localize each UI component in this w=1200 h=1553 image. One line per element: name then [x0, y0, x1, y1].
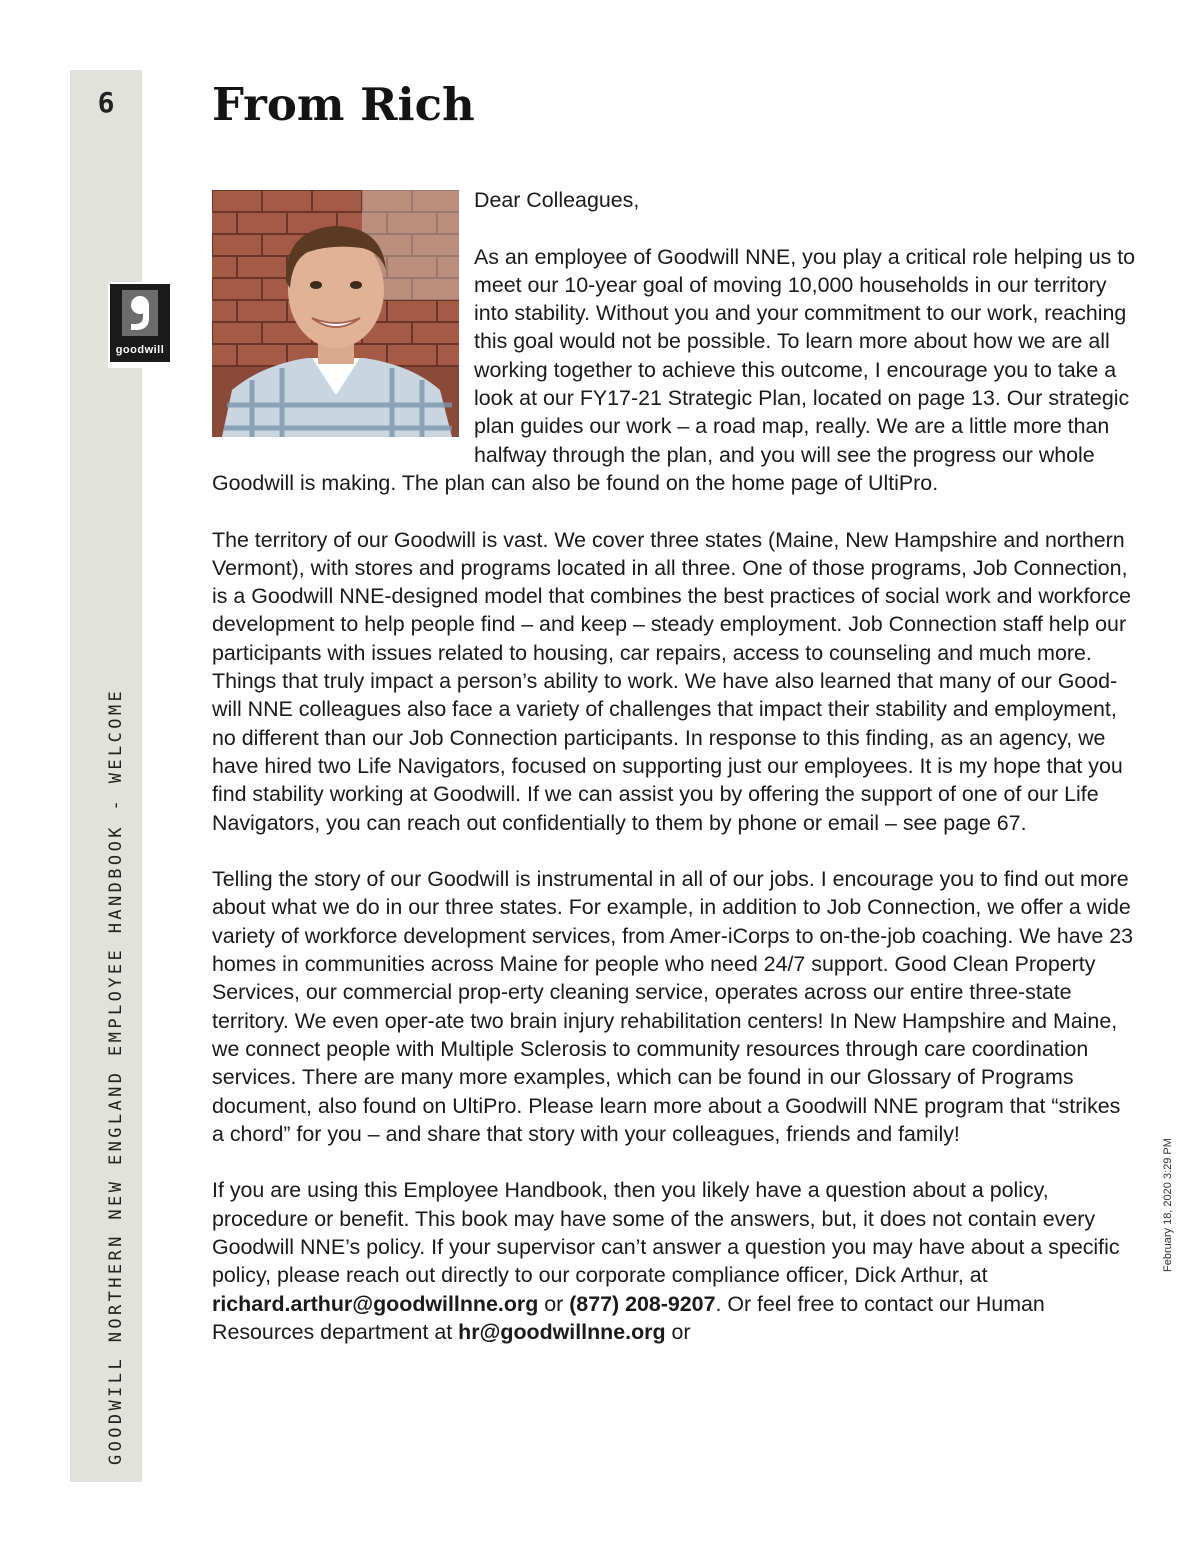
logo-wordmark: goodwill [115, 344, 165, 356]
paragraph-4 [212, 1176, 1137, 1346]
goodwill-g-icon [122, 290, 158, 336]
section-title: GOODWILL NORTHERN NEW ENGLAND EMPLOYEE HANDBOOK - WELCOME [106, 687, 126, 1465]
paragraph-3: Telling the story of our Goodwill is instrumental in all of our jobs. I encourage you to find out more about what we do in our three states. For example, in addition to Job Connection, we offer a wide variety of workforce development services, from Amer-iCorps to on-the-job coaching. We have 23 homes in communities across Maine for people who need 24/7 support. Good Clean Property Services, our commercial prop-erty cleaning service, operates across our entire three-state territory. We even oper-ate two brain injury rehabilitation centers! In New Hampshire and Maine, we connect people with Multiple Sclerosis to community resources through care coordination services. There are many more examples, which can be found in our Glossary of Programs document, also found on UltiPro. Please learn more about a Goodwill NNE program that “strikes a chord” for you – and share that story with your colleagues, friends and family! [212, 867, 1133, 1146]
salutation: Dear Colleagues, [474, 188, 640, 212]
page-title: From Rich [212, 78, 475, 131]
paragraph-2: The territory of our Goodwill is vast. We cover three states (Maine, New Hampshire and northern Vermont), with stores and programs located in all three. One of those programs, Job Connection, is a Goodwill NNE-designed model that combines the best practices of social work and workforce development to help people find – and keep – steady employment. Job Connection staff help our participants with issues related to housing, car repairs, access to counseling and much more. Things that truly impact a person’s ability to work. We have also learned that many of our Good-will NNE colleagues also face a variety of challenges that impact their stability and employment, no different than our Job Connection participants. In response to this finding, as an agency, we have hired two Life Navigators, focused on supporting just our employees. It is my hope that you find stability working at Goodwill. If we can assist you by offering the support of one of our Life Navigators, you can reach out confidentially to them by phone or email – see page 67. [212, 527, 1132, 835]
photo-spacer [212, 186, 474, 452]
compliance-phone[interactable]: (877) 208-9207 [569, 1291, 716, 1316]
paragraph-4-or: or [538, 1291, 570, 1316]
paragraph-1: As an employee of Goodwill NNE, you play a critical role helping us to meet our 10-year goal of moving 10,000 households in our territory into stability. Without you and your commitment to our work, reaching this goal would not be possible. To learn more about how we are all working together to achieve this outcome, I encourage you to take a look at our FY17-21 Strategic Plan, located on page 13. Our strategic plan guides our work – a road map, really. We are a little more than halfway through the plan, and you will see the progress our whole Goodwill is making. The plan can also be found on the home page of UltiPro. [212, 244, 1136, 495]
paragraph-4-tail: or [665, 1319, 691, 1344]
paragraph-4-intro: If you are using this Employee Handbook, then you likely have a question about a policy, procedure or benefit. This book may have some of the answers, but, it does not contain every Goodwill NNE’s policy. If your supervisor can’t answer a question you may have about a specific policy, please reach out directly to our corporate compliance officer, Dick Arthur, at [212, 1178, 1120, 1288]
hr-email-link[interactable]: hr@goodwillnne.org [458, 1319, 666, 1344]
compliance-email-link[interactable]: richard.arthur@goodwillnne.org [212, 1291, 539, 1316]
paragraph-4-hr: . Or feel free to contact our Human Resources department at [212, 1291, 1045, 1344]
letter-body [212, 186, 1137, 1374]
page-number: 6 [97, 86, 115, 119]
date-stamp: February 18, 2020 3:29 PM [1162, 1138, 1174, 1272]
goodwill-logo [108, 282, 172, 368]
